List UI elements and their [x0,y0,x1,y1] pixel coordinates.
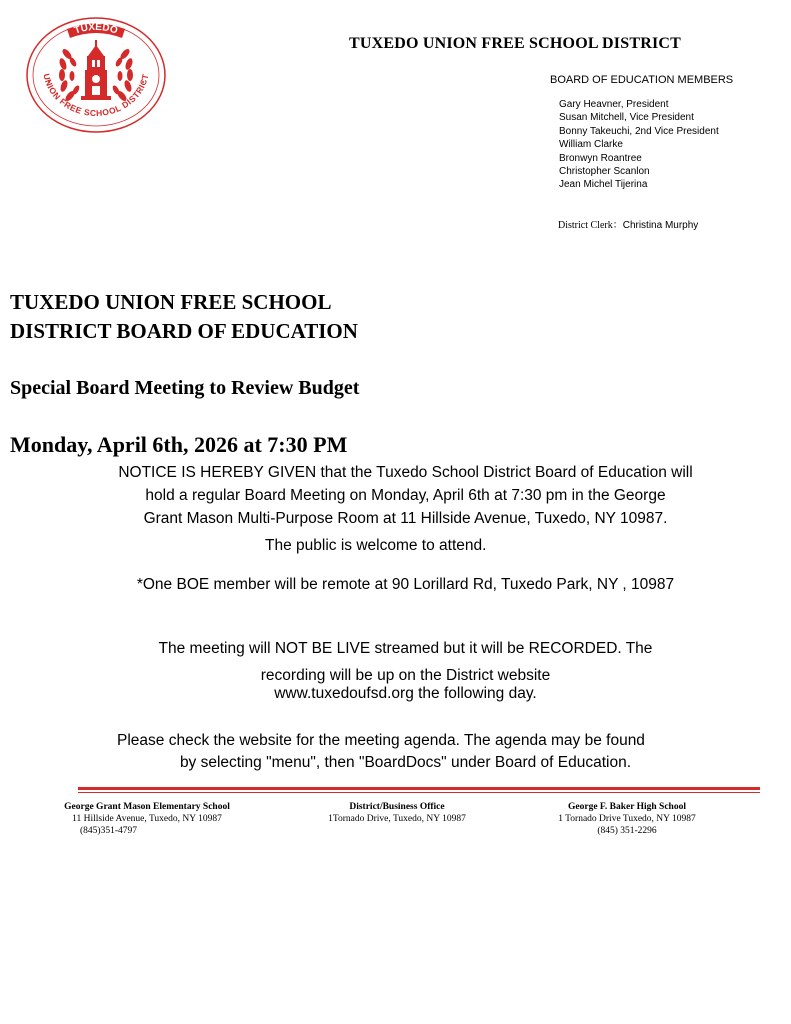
board-member: William Clarke [559,139,623,151]
footer-school-name: George Grant Mason Elementary School [64,802,230,812]
footer-divider-thin [78,792,760,793]
footer-school-name: George F. Baker High School [568,802,686,812]
agenda-note-line-1: Please check the website for the meeting agenda. The agenda may be found [117,732,645,749]
footer-school-address: 11 Hillside Avenue, Tuxedo, NY 10987 [72,814,222,824]
board-members-heading: BOARD OF EDUCATION MEMBERS [550,74,734,86]
district-clerk [558,216,698,231]
footer-divider-thick [78,787,760,790]
clerk-label: District Clerk： [558,220,623,231]
footer-high-school [520,801,734,837]
notice-body-line-1: NOTICE IS HEREBY GIVEN that the Tuxedo School District Board of Education will [118,464,693,481]
footer-district-office [300,801,494,825]
notice-body-line-3: Grant Mason Multi-Purpose Room at 11 Hillside Avenue, Tuxedo, NY 10987. [143,510,668,527]
meeting-date-heading: Monday, April 6th, 2026 at 7:30 PM [10,432,348,457]
logo-ring-text: UNION FREE SCHOOL DISTRICT [41,72,151,119]
notice-title-line-1: TUXEDO UNION FREE SCHOOL [10,290,332,314]
notice-title-line-2: DISTRICT BOARD OF EDUCATION [10,319,358,343]
footer-school-address: 1 Tornado Drive Tuxedo, NY 10987 [558,814,696,824]
clerk-name: Christina Murphy [622,220,699,231]
board-member: Bonny Takeuchi, 2nd Vice President [559,125,719,137]
district-seal-logo [25,16,167,134]
board-member: Susan Mitchell, Vice President [559,112,694,124]
footer-school-phone: (845) 351-2296 [597,826,657,836]
remote-member-note: *One BOE member will be remote at 90 Lorillard Rd, Tuxedo Park, NY , 10987 [136,576,675,593]
footer-school-phone: (845)351-4797 [80,826,137,836]
board-member: Christopher Scanlon [559,166,650,178]
stream-notice-line-2: recording will be up on the District website [260,667,551,684]
stream-notice-line-1: The meeting will NOT BE LIVE streamed but it will be RECORDED. The [158,640,653,657]
svg-text:TUXEDO [73,22,119,37]
footer-office-name: District/Business Office [349,802,445,812]
notice-body-line-2: hold a regular Board Meeting on Monday, April 6th at 7:30 pm in the George [145,487,666,504]
board-member: Bronwyn Roantree [559,152,642,164]
footer-elementary-school [40,801,254,837]
district-website-text: www.tuxedoufsd.org the following day. [274,685,537,702]
district-name-header: TUXEDO UNION FREE SCHOOL DISTRICT [349,35,681,52]
logo-top-text: TUXEDO [72,21,119,37]
board-members-list [559,98,719,192]
meeting-type-heading: Special Board Meeting to Review Budget [10,377,360,399]
agenda-note-line-2: by selecting "menu", then "BoardDocs" under Board of Education. [179,754,632,771]
board-member: Jean Michel Tijerina [559,179,648,191]
public-welcome-text: The public is welcome to attend. [265,537,487,554]
footer-office-address: 1Tornado Drive, Tuxedo, NY 10987 [328,814,466,824]
board-member: Gary Heavner, President [559,99,669,110]
